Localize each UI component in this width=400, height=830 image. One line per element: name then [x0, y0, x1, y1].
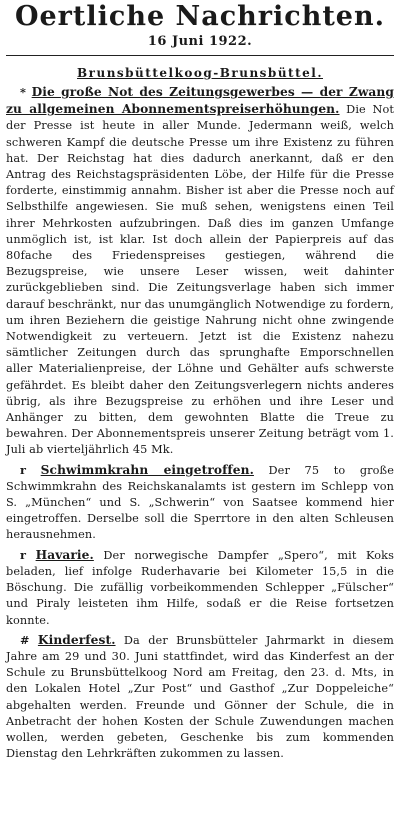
article-headline: Havarie.	[35, 547, 94, 562]
article-marker: r	[20, 547, 27, 562]
article-marker: *	[20, 85, 27, 99]
article-childrens-festival	[6, 632, 394, 763]
location-heading: Brunsbüttelkoog-Brunsbüttel.	[77, 66, 323, 80]
article-headline: Kinderfest.	[37, 632, 116, 647]
header-rule	[6, 55, 394, 56]
section-title: Oertliche Nachrichten.	[14, 1, 386, 32]
article-body: Da der Brunsbütteler Jahrmarkt in diesem Jahre am 29 und 30. Juni stattfindet, wird das Kinderfest an der Schule zu Brunsbüttelkoog Nord am Freitag, den 23. d. Mts, in den Lokalen Hotel „Zur Post“ und Gasthof „Zur Doppeleiche“ abgehalten werden. Freunde und Gönner der Schule, die in Anbetracht der hohen Kosten der Schule Zuwendungen machen wollen, werden gebeten, Geschenke bis zum kommenden Dienstag den Lehrkräften zukommen zu lassen.	[6, 633, 394, 761]
article-body: Der norwegische Dampfer „Spero“, mit Koks beladen, lief infolge Ruderhavarie bei Kilometer 15,5 in die Böschung. Die zufällig vorbeikommenden Schlepper „Fülscher“ und Piraly leisteten ihm Hilfe, sodaß er die Reise fortsetzen konnte.	[6, 548, 394, 627]
article-floating-crane	[6, 462, 394, 544]
article-newspaper-crisis	[6, 84, 394, 459]
article-average	[6, 547, 394, 629]
article-marker: r	[20, 462, 27, 477]
issue-date: 16 Juni 1922.	[147, 34, 253, 49]
article-body: Der 75 to große Schwimmkrahn des Reichskanalamts ist gestern im Schlepp von S. „München“ und S. „Schwerin“ von Saatsee kommend hier eingetroffen. Derselbe soll die Sperrtore in den alten Schleusen herausnehmen.	[6, 463, 394, 542]
newspaper-clipping	[0, 2, 400, 830]
article-marker: #	[20, 632, 30, 647]
article-headline: Die große Not des Zeitungsgewerbes — der Zwang zu allgemeinen Abonnementspreiserhöhungen.	[6, 85, 394, 117]
article-headline: Schwimmkrahn eingetroffen.	[40, 462, 254, 477]
article-body: Die Not der Presse ist heute in aller Munde. Jedermann weiß, welch schweren Kampf die deutsche Presse um ihre Existenz zu führen hat. Der Reichstag hat dies dadurch anerkannt, daß er den Antrag des Reichstagspräsidenten Löbe, der Hilfe für die Presse forderte, einstimmig annahm. Bisher ist aber die Presse noch auf Selbsthilfe angewiesen. Sie muß sehen, wenigstens einen Teil ihrer Mehrkosten aufzubringen. Daß dies im ganzen Umfange unmöglich ist, ist klar. Ist doch allein der Papierpreis auf das 80fache des Friedenspreises gestiegen, während die Bezugspreise, wie unsere Leser wissen, weit dahinter zurückgeblieben sind. Die Zeitungsverlage haben sich immer darauf beschränkt, nur das unumgänglich Notwendige zu fordern, um ihren Beziehern die geistige Nahrung nicht ohne zwingende Notwendigkeit zu verteuern. Jetzt ist die Existenz nahezu sämtlicher Zeitungen durch das sprunghafte Emporschnellen aller Materialienpreise, der Löhne und Gehälter aufs schwerste gefährdet. Es bleibt daher den Zeitungsverlegern nichts anderes übrig, als ihre Bezugspreise zu erhöhen und ihre Leser und Anhänger zu bitten, dem gewohnten Blatte die Treue zu bewahren. Der Abonnementspreis unserer Zeitung beträgt vom 1. Juli ab vierteljährlich 45 Mk.	[6, 103, 394, 457]
